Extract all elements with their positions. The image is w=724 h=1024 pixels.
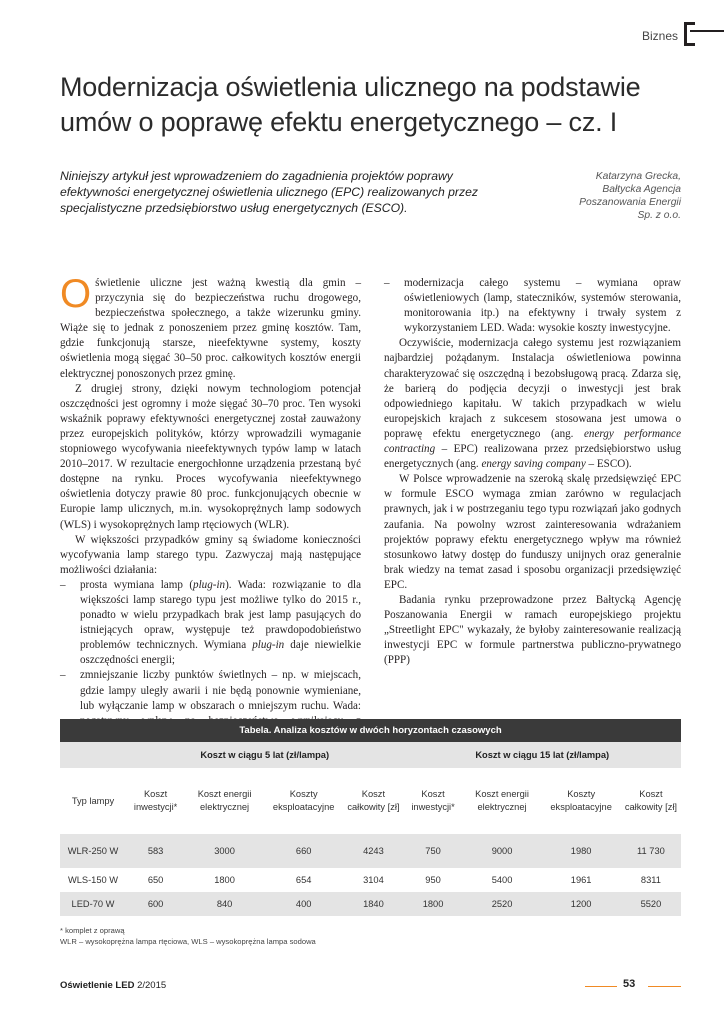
author-org-3: Sp. z o.o. bbox=[637, 210, 681, 221]
table-cell: 1980 bbox=[541, 834, 620, 868]
table-cell: 750 bbox=[403, 834, 462, 868]
table-cell: 5400 bbox=[491, 875, 513, 885]
table-cell: 400 bbox=[264, 892, 343, 916]
paragraph-4-em2: energy saving company bbox=[481, 458, 586, 471]
section-label: Biznes bbox=[641, 29, 678, 43]
page-number-rule-right bbox=[648, 986, 681, 987]
table-header: Typ lampy bbox=[60, 768, 126, 834]
table-row bbox=[60, 834, 681, 868]
table-group-5-years: Koszt w ciągu 5 lat (zł/lampa) bbox=[126, 742, 403, 768]
list-item-2: – zmniejszanie liczby punktów świetlnych – np. w miejscach, gdzie lampy uległy awarii i nie będą ponownie wymieniane, lub wyłączanie lamp w obszarach o mniejszym ruchu. Wada: bbox=[60, 668, 361, 759]
list-item-1-text-c: daje niewielkie oszczędności energii; bbox=[80, 639, 361, 667]
table-header: Koszt inwestycji* bbox=[403, 768, 462, 834]
page-number: 53 bbox=[623, 978, 636, 990]
table-cell: 654 bbox=[295, 875, 312, 885]
table-caption: Tabela. Analiza kosztów w dwóch horyzontach czasowych bbox=[60, 719, 681, 742]
table-cell: 583 bbox=[126, 834, 185, 868]
section-marker bbox=[684, 22, 695, 46]
table-cell: 650 bbox=[147, 875, 164, 885]
list-item-1-text-b: ). Wada: rozwiązanie to dla większości lamp starego typu jest możliwe tylko do 2015 r., ponadto w wielu przypadkach brak jest lamp pasujących do istniejących opraw, występuje też prawdopodobieństwo problemów technicznych. Wymiana bbox=[80, 578, 361, 652]
table-header: Koszt energii elektrycznej bbox=[463, 768, 542, 834]
table-cell: 9000 bbox=[463, 834, 542, 868]
drop-cap: O bbox=[60, 272, 92, 316]
table-cell: 11 730 bbox=[621, 834, 681, 868]
article-title: Modernizacja oświetlenia ulicznego na podstawie umów o poprawę efektu energetycznego – cz. I bbox=[60, 72, 641, 137]
footnote-1: * komplet z oprawą bbox=[60, 926, 125, 935]
author-block bbox=[531, 170, 681, 222]
magazine-footer bbox=[60, 980, 166, 991]
table-group-empty bbox=[60, 742, 126, 768]
magazine-name: Oświetlenie LED bbox=[60, 980, 135, 991]
table-cell: 8311 bbox=[640, 875, 661, 885]
table-cell: 1200 bbox=[541, 892, 620, 916]
table-row bbox=[60, 868, 681, 892]
table-header: Koszt całkowity [zł] bbox=[343, 768, 403, 834]
table-cell: 2520 bbox=[463, 892, 542, 916]
paragraph-4-text-a: Oczywiście, modernizacja całego systemu jest rozwiązaniem najbardziej pożądanym. Instalacja oświetleniowa powinna charakteryzować się oszczędną i bezobsługową pracą. Zdarza się, że barierą do podjęcia decyzji o inwestycji jest brak odpowiedniego kapitału. W takich przypadkach w wielu europejskich krajach z sukcesem stosowana jest umowa o poprawę efektu energetycznego (ang. bbox=[384, 337, 681, 440]
table-header: Koszty eksploatacyjne bbox=[264, 768, 343, 834]
paragraph-4-text-b: – EPC) realizowana przez przedsiębiorstwo usług energetycznych (ang. bbox=[384, 443, 681, 471]
table-cell: 600 bbox=[126, 892, 185, 916]
table-group-15-years: Koszt w ciągu 15 lat (zł/lampa) bbox=[403, 742, 681, 768]
table-cell: WLR-250 W bbox=[60, 834, 126, 868]
table-header: Koszty eksploatacyjne bbox=[541, 768, 620, 834]
table-cell: 4243 bbox=[343, 834, 403, 868]
table-cell: 1800 bbox=[214, 875, 235, 885]
magazine-issue: 2/2015 bbox=[137, 980, 167, 991]
table-cell: 840 bbox=[185, 892, 264, 916]
article-lead: Niniejszy artykuł jest wprowadzeniem do zagadnienia projektów poprawy efektywności energetycznej oświetlenia ulicznego (EPC) realizowanych przez specjalistyczne przedsiębiorstwo usług energetycznych (ESCO). bbox=[60, 169, 478, 215]
table-header: Koszt inwestycji* bbox=[126, 768, 185, 834]
footnote-2: WLR – wysokoprężna lampa rtęciowa, WLS – wysokoprężna lampa sodowa bbox=[60, 937, 316, 946]
author-org-2: Poszanowania Energii bbox=[579, 197, 681, 208]
paragraph-1 bbox=[60, 272, 361, 382]
paragraph-6: Badania rynku przeprowadzone przez Bałtycką Agencję Poszanowania Energii w ramach europejskiego projektu „Streetlight EPC" wykazały, że byłoby zainteresowanie realizacją inwestycji EPC w formule partnerstwa publiczno-prywatnego (PPP) bbox=[384, 593, 681, 667]
paragraph-4 bbox=[384, 336, 681, 472]
list-item-2-text: zmniejszanie liczby punktów świetlnych – np. w miejscach, gdzie lampy uległy awarii i nie będą ponownie wymieniane, lub wyłączanie lamp w obszarach o mniejszym ruchu. Wada: bbox=[80, 669, 361, 712]
list-item-1-em2: plug-in bbox=[252, 639, 285, 652]
table-cell: WLS-150 W bbox=[67, 875, 119, 885]
table-row bbox=[60, 892, 681, 916]
body-column-left bbox=[60, 272, 361, 759]
paragraph-4-text-c: – ESCO). bbox=[585, 458, 632, 471]
list-item-3: – modernizacja całego systemu – wymiana opraw oświetleniowych (lamp, stateczników, systemów sterowania, monitorowania itp.) na efektywny i trwały system z wykorzystaniem LED. Wada: wysokie koszty inwestycyjne. bbox=[384, 277, 681, 335]
list-item-1: – prosta wymiana lamp (plug-in). Wada: rozwiązanie to dla większości lamp starego typu jest możliwe tylko do 2015 r., ponadto w wielu przypadkach brak jest lamp pasujących do istniejących opraw, występuje też prawdopodobieństwo problemów technicznych. Wymiana plug-in daje niewielkie oszczędności energii; bbox=[60, 578, 361, 667]
table-header: Koszt całkowity [zł] bbox=[621, 768, 681, 834]
table-cell: 5520 bbox=[621, 892, 681, 916]
section-marker-line bbox=[690, 30, 724, 32]
table-cell: 3000 bbox=[185, 834, 264, 868]
list-item-1-em: plug-in bbox=[193, 578, 226, 591]
table-cell: 1800 bbox=[403, 892, 462, 916]
cost-table bbox=[60, 719, 681, 916]
paragraph-5: W Polsce wprowadzenie na szeroką skalę przedsięwzięć EPC w formule ESCO wymaga zmian zarówno w regulacjach prawnych, jak i w postrzeganiu tego typu rozwiązań jako godnych zaufania. Na powolny wzrost zainteresowania wdrażaniem projektów poprawy efektu energetycznego wpływ ma również stosunkowo łatwy dostęp do funduszy unijnych oraz generalnie brak wiedzy na temat zasad i sposobu organizacji przedsięwzięć EPC. bbox=[384, 473, 681, 591]
body-column-right bbox=[384, 276, 681, 668]
table-cell: 1840 bbox=[343, 892, 403, 916]
list-item-3-text: modernizacja całego systemu – wymiana opraw oświetleniowych (lamp, stateczników, systemów sterowania, monitorowania itp.) na efektywny i trwały system z wykorzystaniem LED. Wada: wysokie koszty inwestycyjne. bbox=[404, 277, 681, 335]
table-cell: 660 bbox=[264, 834, 343, 868]
table-cell: LED-70 W bbox=[60, 892, 126, 916]
author-name: Katarzyna Grecka, bbox=[595, 171, 681, 182]
author-org-1: Bałtycka Agencja bbox=[602, 184, 681, 195]
table-cell: 950 bbox=[425, 875, 441, 885]
table-cell: 3104 bbox=[363, 875, 384, 885]
list-item-1-text-a: prosta wymiana lamp ( bbox=[80, 578, 194, 591]
table-footnote bbox=[60, 925, 316, 947]
paragraph-3: W większości przypadków gminy są świadome konieczności wycofywania lamp starego typu. Zazwyczaj mają następujące możliwości działania: bbox=[60, 533, 361, 576]
table-cell: 1961 bbox=[570, 875, 592, 885]
paragraph-4-em1: energy performance contracting bbox=[384, 427, 681, 456]
paragraph-2: Z drugiej strony, dzięki nowym technologiom potencjał oszczędności jest ogromny i może sięgać 30–70 proc. Ten wysoki wskaźnik poprawy efektywności energetycznej został zauważony przez europejskich polityków, którzy wprowadzili wymaganie stopniowego wycofywania nieefektywnych typów lamp w latach 2010–2017. W rezultacie energochłonne urządzenia przestaną być dostępne na rynku. Proces wycofywania nieefektywnego oświetlenia dotyczy prawie 80 proc. funkcjonujących obecnie w Europie lamp ulicznych, m.in. wysokoprężnych lamp sodowych (WLS) i wysokoprężnych lamp rtęciowych (WLR). bbox=[60, 382, 361, 531]
paragraph-1-text: świetlenie uliczne jest ważną kwestią dla gmin – przyczynia się do bezpieczeństwa ruchu drogowego, bezpieczeństwa społecznego, a także wizerunku gminy. Wiąże się to jednak z ponoszeniem przez gminę kosztów. Tam, gdzie funkcjonują starsze, nieefektywne systemy, koszty oświetlenia mogą sięgać 30–50 proc. całkowitych kosztów energii elektrycznej ponoszonych przez gminę. bbox=[60, 277, 361, 380]
page-number-rule-left bbox=[585, 986, 617, 987]
table-header: Koszt energii elektrycznej bbox=[185, 768, 264, 834]
